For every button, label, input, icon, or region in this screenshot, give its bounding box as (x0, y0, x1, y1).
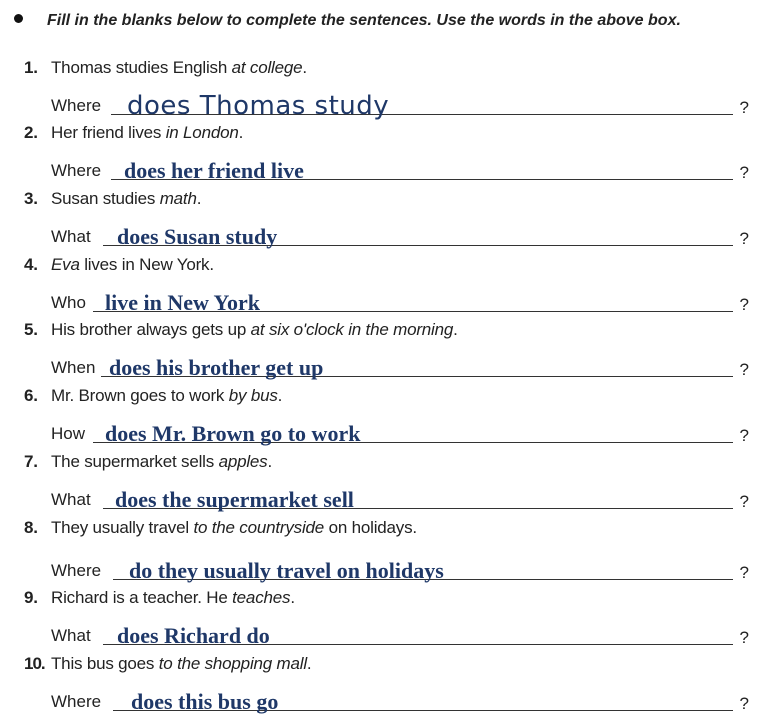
answer-text: does Richard do (117, 623, 270, 648)
question-word: Where (51, 561, 102, 580)
statement-9 (24, 588, 295, 608)
instructions (14, 12, 681, 30)
item-number: 9. (24, 588, 38, 607)
item-number: 5. (24, 320, 38, 339)
bullet-icon (14, 14, 23, 23)
exercise-item-6 (24, 386, 754, 452)
statement-2 (24, 123, 243, 143)
answer-text: does his brother get up (109, 355, 324, 380)
statement-text: on holidays. (324, 518, 417, 537)
question-mark: ? (739, 360, 749, 379)
statement-text: . (453, 320, 458, 339)
question-word: Where (51, 692, 102, 711)
statement-text: Her friend lives (51, 123, 166, 142)
question-mark: ? (739, 563, 749, 582)
exercise-item-8 (24, 518, 754, 584)
question-line-5 (51, 348, 751, 382)
exercise-item-4 (24, 255, 754, 321)
exercise-item-2 (24, 123, 754, 189)
question-mark: ? (739, 628, 749, 647)
item-number: 3. (24, 189, 38, 208)
exercise-item-7 (24, 452, 754, 518)
statement-4 (24, 255, 214, 275)
statement-emphasis: by bus (228, 386, 278, 405)
statement-text: The supermarket sells (51, 452, 219, 471)
statement-10 (24, 654, 311, 674)
answer-text: does the supermarket sell (115, 487, 354, 512)
statement-text: . (238, 123, 244, 142)
statement-text: . (306, 654, 312, 673)
question-line-9 (51, 616, 751, 650)
question-line-7 (51, 480, 751, 514)
statement-emphasis: to the shopping mall (158, 654, 307, 673)
statement-text: Thomas studies English (51, 58, 232, 77)
statement-8 (24, 518, 417, 538)
question-mark: ? (739, 98, 749, 117)
answer-text: do they usually travel on holidays (129, 558, 444, 583)
question-mark: ? (739, 163, 749, 182)
answer-text: does Susan study (117, 224, 278, 249)
item-number: 2. (24, 123, 38, 142)
answer-text: live in New York (105, 290, 261, 315)
answer-text: does Thomas study (127, 91, 390, 121)
item-number: 4. (24, 255, 38, 274)
question-word: What (51, 490, 91, 509)
statement-7 (24, 452, 272, 472)
statement-emphasis: at college (231, 58, 303, 77)
statement-text: His brother always gets up (51, 320, 251, 339)
item-number: 7. (24, 452, 38, 471)
statement-text: . (267, 452, 272, 471)
answer-text: does Mr. Brown go to work (105, 421, 361, 446)
statement-3 (24, 189, 201, 209)
statement-1 (24, 58, 307, 78)
statement-text: . (302, 58, 307, 77)
question-word: Where (51, 161, 102, 180)
statement-emphasis: teaches (232, 588, 291, 607)
answer-text: does her friend live (124, 158, 304, 183)
statement-emphasis: apples (218, 452, 268, 471)
item-number: 1. (24, 58, 38, 77)
question-line-2 (51, 151, 751, 185)
question-line-1 (51, 86, 751, 120)
statement-6 (24, 386, 282, 406)
item-number: 10. (24, 654, 45, 673)
answer-text: does this bus go (131, 689, 279, 714)
statement-text: Richard is a teacher. He (51, 588, 233, 607)
question-mark: ? (739, 295, 749, 314)
statement-text: This bus goes (51, 654, 159, 673)
question-word: When (51, 358, 96, 377)
statement-text: Susan studies (51, 189, 160, 208)
question-mark: ? (739, 694, 749, 713)
instruction-text: Fill in the blanks below to complete the sentences. Use the words in the above box. (47, 12, 681, 29)
statement-text: They usually travel (51, 518, 194, 537)
statement-emphasis: in London (165, 123, 239, 142)
question-line-3 (51, 217, 751, 251)
statement-text: Mr. Brown goes to work (51, 386, 229, 405)
statement-emphasis: at six o'clock in the morning (250, 320, 454, 339)
question-word: How (51, 424, 86, 443)
exercise-item-3 (24, 189, 754, 255)
statement-emphasis: Eva (51, 255, 80, 274)
question-word: What (51, 626, 91, 645)
exercise-item-5 (24, 320, 754, 386)
statement-text: lives in New York. (79, 255, 214, 274)
question-mark: ? (739, 229, 749, 248)
statement-emphasis: to the countryside (193, 518, 325, 537)
question-mark: ? (739, 492, 749, 511)
question-line-10 (51, 682, 751, 716)
question-mark: ? (739, 426, 749, 445)
item-number: 8. (24, 518, 38, 537)
statement-5 (24, 320, 458, 340)
question-word: What (51, 227, 91, 246)
statement-text: . (290, 588, 295, 607)
question-line-4 (51, 283, 751, 317)
statement-text: . (277, 386, 283, 405)
question-line-8 (51, 551, 751, 585)
question-line-6 (51, 414, 751, 448)
question-word: Who (51, 293, 86, 312)
item-number: 6. (24, 386, 38, 405)
statement-emphasis: math (159, 189, 197, 208)
exercise-item-10 (24, 654, 754, 720)
exercise-item-1 (24, 58, 754, 124)
exercise-item-9 (24, 588, 754, 654)
statement-text: . (196, 189, 202, 208)
question-word: Where (51, 96, 102, 115)
